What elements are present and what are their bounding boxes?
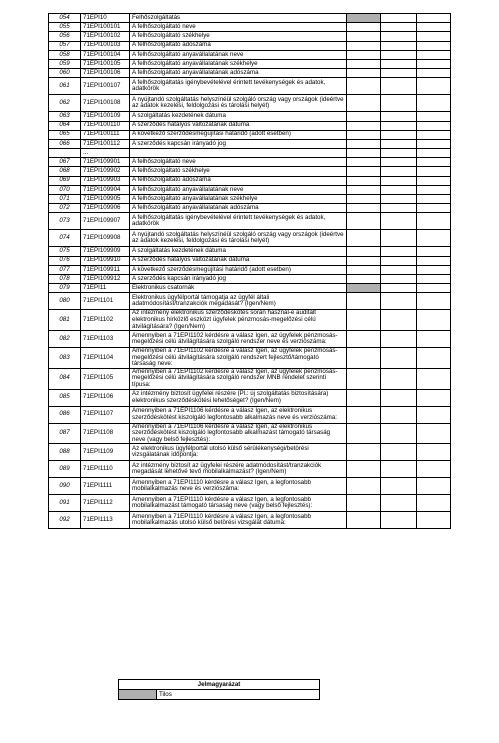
table-row [49,461,451,478]
row-number: 085 [49,389,81,406]
value-cell-2[interactable] [381,284,417,293]
value-cell-1[interactable] [347,50,381,59]
value-cell-3[interactable] [417,389,451,406]
row-code: 71EPI100102 [81,32,130,41]
row-number: 079 [49,284,81,293]
value-cell-1[interactable] [347,331,381,348]
row-description: A felhőszolgáltató anyavállalatának adószáma [130,204,347,213]
legend-row [119,690,320,700]
value-cell-2[interactable] [381,41,417,50]
value-cell-2[interactable] [381,348,417,369]
row-code: 71EPI100105 [81,59,130,68]
table-row [49,78,451,95]
value-cell-2[interactable] [381,512,417,529]
table-row [49,23,451,32]
value-cell-1[interactable] [347,256,381,265]
row-number: 078 [49,274,81,283]
value-cell-3[interactable] [417,59,451,68]
row-description: A felhőszolgáltatás igénybevételével érintett tevékenységek és adatok, adatkörök [130,213,347,230]
table-row [49,247,451,256]
row-description: A szerződés hatályos változatának dátuma [130,256,347,265]
row-code: 71EPI109907 [81,213,130,230]
value-cell-1[interactable] [347,23,381,32]
value-cell-2[interactable] [381,389,417,406]
row-description: Az elektronikus ügyfélportál utolsó külső sérülékenységi/betörési vizsgálatának időpontja: [130,444,347,461]
value-cell-1[interactable] [347,59,381,68]
value-cell-3[interactable] [417,112,451,121]
value-cell-1[interactable] [347,130,381,139]
row-code: 71EPI109903 [81,176,130,185]
table-row [49,423,451,444]
value-cell-3[interactable] [417,195,451,204]
row-number: 060 [49,69,81,78]
value-cell-1[interactable] [347,32,381,41]
value-cell-3[interactable] [417,50,451,59]
value-cell-2[interactable] [381,14,417,23]
row-number [49,149,81,158]
table-row [49,284,451,293]
table-row [49,274,451,283]
value-cell-1[interactable] [347,112,381,121]
row-description: Elektronikus ügyfélportál támogatja az ügyfél általi adatmódosítást/tranzakciók megadását? (Igen/Nem) [130,293,347,310]
row-code: 71EPI109902 [81,167,130,176]
row-number: 071 [49,195,81,204]
value-cell-1[interactable] [347,176,381,185]
value-cell-3[interactable] [417,406,451,423]
row-code: 71EPI109909 [81,247,130,256]
value-cell-1[interactable] [347,204,381,213]
table-row [49,176,451,185]
row-description: A felhőszolgáltató neve [130,23,347,32]
value-cell-1[interactable] [347,310,381,331]
row-description: A felhőszolgáltató neve [130,158,347,167]
legend-table [118,679,320,700]
table-row [49,149,451,158]
table-row [49,158,451,167]
value-cell-2[interactable] [381,121,417,130]
row-number: 057 [49,41,81,50]
value-cell-1[interactable] [347,247,381,256]
row-description: A nyújtandó szolgáltatás helyszínéül szolgáló ország vagy országok (ideértve az adatok kezelési, feldolgozási és tárolási helyét) [130,230,347,247]
value-cell-3[interactable] [417,247,451,256]
row-description: A szerződés kapcsán irányadó jog [130,139,347,148]
row-description: Amennyiben a 71EPI1102 kérdésre a válasz Igen, az ügyfelek pénzmosás-megelőzési célú átvilágítására szolgáló rendszert fejlesztő/támogató társaság neve: [130,348,347,369]
row-number: 089 [49,461,81,478]
value-cell-2[interactable] [381,461,417,478]
value-cell-3[interactable] [417,176,451,185]
row-description: A felhőszolgáltató anyavállalatának székhelye [130,59,347,68]
row-number: 077 [49,265,81,274]
value-cell-1[interactable] [347,139,381,148]
row-description: Amennyiben a 71EPI1110 kérdésre a válasz Igen, a legfontosabb mobilalkalmazás utolsó külső betörési vizsgálat dátuma: [130,512,347,529]
table-row [49,112,451,121]
value-cell-2[interactable] [381,265,417,274]
value-cell-2[interactable] [381,495,417,512]
row-number: 054 [49,14,81,23]
value-cell-1[interactable] [347,478,381,495]
value-cell-2[interactable] [381,230,417,247]
row-description: A felhőszolgáltató székhelye [130,32,347,41]
value-cell-3[interactable] [417,274,451,283]
table-row [49,230,451,247]
row-description: A felhőszolgáltató anyavállalatának adószáma [130,69,347,78]
table-row [49,50,451,59]
value-cell-2[interactable] [381,444,417,461]
table-row [49,69,451,78]
row-number: 064 [49,121,81,130]
value-cell-2[interactable] [381,195,417,204]
table-row [49,331,451,348]
table-row [49,204,451,213]
table-row [49,32,451,41]
value-cell-1[interactable] [347,95,381,112]
legend-title: Jelmagyarázat [119,680,320,690]
value-cell-2[interactable] [381,139,417,148]
row-number: 065 [49,130,81,139]
table-row [49,130,451,139]
value-cell-1[interactable] [347,423,381,444]
row-code: 71EPI11 [81,284,130,293]
row-number: 059 [49,59,81,68]
row-number: 074 [49,230,81,247]
value-cell-2[interactable] [381,185,417,194]
table-row [49,265,451,274]
row-description: Amennyiben a 71EPI1106 kérdésre a válasz Igen, az elektronikus szerződéskötést kiszolgáló legfontosabb alkalmazást támogató társaság neve (vagy belső fejlesztés): [130,423,347,444]
row-code: 71EPI100101 [81,23,130,32]
value-cell-2[interactable] [381,32,417,41]
value-cell-3[interactable] [417,461,451,478]
row-description: Elektronikus csatornák [130,284,347,293]
row-code: 71EPI109904 [81,185,130,194]
table-row [49,478,451,495]
value-cell-3[interactable] [417,444,451,461]
row-code: 71EPI100111 [81,130,130,139]
row-code: 71EPI109901 [81,158,130,167]
row-description: A következő szerződésmegújítási határidő (adott esetben) [130,265,347,274]
value-cell-1[interactable] [347,406,381,423]
value-cell-2[interactable] [381,50,417,59]
value-cell-2[interactable] [381,158,417,167]
value-cell-1[interactable] [347,389,381,406]
row-number: 076 [49,256,81,265]
row-description: A felhőszolgáltató anyavállalatának neve [130,50,347,59]
row-code: 71EPI1109 [81,444,130,461]
row-description: Az intézmény biztosít az ügyfelei részére adatmódosítást/tranzakciók megadását lehetővé tevő mobilalkalmazást? (Igen/Nem) [130,461,347,478]
value-cell-3[interactable] [417,495,451,512]
row-code: ... [81,149,130,158]
value-cell-2[interactable] [381,95,417,112]
value-cell-3[interactable] [417,121,451,130]
row-number: 081 [49,310,81,331]
value-cell-2[interactable] [381,213,417,230]
value-cell-2[interactable] [381,130,417,139]
value-cell-1[interactable] [347,167,381,176]
value-cell-1[interactable] [347,348,381,369]
row-description: A felhőszolgáltató anyavállalatának neve [130,185,347,194]
value-cell-3[interactable] [417,478,451,495]
table-row [49,406,451,423]
value-cell-1[interactable] [347,461,381,478]
table-row [49,121,451,130]
row-number: 055 [49,23,81,32]
value-cell-2[interactable] [381,368,417,389]
value-cell-3[interactable] [417,512,451,529]
row-code: 71EPI109905 [81,195,130,204]
row-code: 71EPI100110 [81,121,130,130]
row-number: 075 [49,247,81,256]
row-number: 069 [49,176,81,185]
row-description: A szerződés kapcsán irányadó jog [130,274,347,283]
row-number: 063 [49,112,81,121]
row-code: 71EPI1103 [81,331,130,348]
value-cell-1[interactable] [347,274,381,283]
row-code: 71EPI1106 [81,389,130,406]
row-code: 71EPI109906 [81,204,130,213]
table-row [49,256,451,265]
value-cell-3[interactable] [417,310,451,331]
row-description: Amennyiben a 71EPI1106 kérdésre a válasz Igen, az elektronikus szerződéskötést kiszolgáló legfontosabb alkalmazás neve és verziószáma: [130,406,347,423]
table-row [49,348,451,369]
row-number: 086 [49,406,81,423]
value-cell-3[interactable] [417,23,451,32]
value-cell-1[interactable] [347,158,381,167]
row-number: 068 [49,167,81,176]
value-cell-3[interactable] [417,284,451,293]
table-row [49,139,451,148]
value-cell-3[interactable] [417,149,451,158]
value-cell-3[interactable] [417,213,451,230]
row-description: Amennyiben a 71EPI1102 kérdésre a válasz Igen, az ügyfelek pénzmosás-megelőzési célú átvilágítására szolgáló rendszer MNB rendelet szerinti típusa: [130,368,347,389]
row-code: 71EPI109911 [81,265,130,274]
row-code: 71EPI1101 [81,293,130,310]
value-cell-2[interactable] [381,274,417,283]
value-cell-1[interactable] [347,213,381,230]
value-cell-3[interactable] [417,167,451,176]
row-code: 71EPI1111 [81,478,130,495]
value-cell-3[interactable] [417,204,451,213]
row-description: Az intézmény biztosít ügyfelei részére (Pl.: új szolgáltatás biztosítására) elektronikus szerződéskötési lehetőséget? (Igen/Nem) [130,389,347,406]
row-number: 062 [49,95,81,112]
value-cell-3[interactable] [417,348,451,369]
value-cell-1[interactable] [347,185,381,194]
value-cell-2[interactable] [381,406,417,423]
table-row [49,293,451,310]
row-code: 71EPI100106 [81,69,130,78]
value-cell-3[interactable] [417,41,451,50]
row-number: 084 [49,368,81,389]
value-cell-3[interactable] [417,185,451,194]
row-number: 066 [49,139,81,148]
row-description: A szolgáltatás kezdetének dátuma [130,247,347,256]
table-row [49,310,451,331]
value-cell-3[interactable] [417,32,451,41]
value-cell-3[interactable] [417,158,451,167]
table-row [49,213,451,230]
row-code: 71EPI1110 [81,461,130,478]
value-cell-3[interactable] [417,256,451,265]
value-cell-2[interactable] [381,112,417,121]
value-cell-2[interactable] [381,59,417,68]
value-cell-3[interactable] [417,293,451,310]
value-cell-1[interactable] [347,69,381,78]
value-cell-1[interactable] [347,512,381,529]
value-cell-1[interactable] [347,41,381,50]
value-cell-1[interactable] [347,444,381,461]
row-number: 083 [49,348,81,369]
value-cell-3[interactable] [417,423,451,444]
value-cell-1[interactable] [347,230,381,247]
value-cell-1[interactable] [347,293,381,310]
value-cell-1[interactable] [347,495,381,512]
value-cell-3[interactable] [417,130,451,139]
table-row [49,95,451,112]
row-code: 71EPI109908 [81,230,130,247]
value-cell-2[interactable] [381,167,417,176]
row-number: 082 [49,331,81,348]
value-cell-2[interactable] [381,23,417,32]
value-cell-1[interactable] [347,195,381,204]
row-number: 067 [49,158,81,167]
row-code: 71EPI100112 [81,139,130,148]
value-cell-1[interactable] [347,14,381,23]
row-description: Amennyiben a 71EPI1110 kérdésre a válasz Igen, a legfontosabb mobilalkalmazás neve és verziószáma: [130,478,347,495]
row-description: Amennyiben a 71EPI1102 kérdésre a válasz Igen, az ügyfelek pénzmosás-megelőzési célú átvilágítására szolgáló rendszer neve és verziószáma: [130,331,347,348]
data-table [48,13,451,529]
table-row [49,495,451,512]
row-code: 71EPI109912 [81,274,130,283]
row-description: A felhőszolgáltatás igénybevételével érintett tevékenységek és adatok, adatkörök [130,78,347,95]
row-number: 090 [49,478,81,495]
row-code: 71EPI100104 [81,50,130,59]
row-code: 71EPI1113 [81,512,130,529]
table-row [49,389,451,406]
value-cell-3[interactable] [417,14,451,23]
legend-swatch [119,690,157,700]
row-description: A következő szerződésmegújítási határidő (adott esetben) [130,130,347,139]
table-row [49,444,451,461]
row-number: 056 [49,32,81,41]
table-row [49,185,451,194]
value-cell-2[interactable] [381,78,417,95]
value-cell-3[interactable] [417,69,451,78]
table-row [49,41,451,50]
value-cell-3[interactable] [417,78,451,95]
table-row [49,167,451,176]
row-number: 058 [49,50,81,59]
value-cell-3[interactable] [417,139,451,148]
value-cell-3[interactable] [417,230,451,247]
value-cell-3[interactable] [417,331,451,348]
row-description: Az intézmény elektronikus szerződéskötés során használ-e auditált elektronikus hírközlő eszközt ügyfelek pénzmosás-megelőzési célú átvilágítására? (Igen/Nem) [130,310,347,331]
row-description: A szolgáltatás kezdetének dátuma [130,112,347,121]
row-number: 092 [49,512,81,529]
row-number: 088 [49,444,81,461]
row-code: 71EPI100109 [81,112,130,121]
row-code: 71EPI10 [81,14,130,23]
row-code: 71EPI1112 [81,495,130,512]
row-description: A felhőszolgáltató adószáma [130,41,347,50]
value-cell-2[interactable] [381,293,417,310]
row-code: 71EPI100108 [81,95,130,112]
row-code: 71EPI1104 [81,348,130,369]
value-cell-2[interactable] [381,423,417,444]
value-cell-2[interactable] [381,256,417,265]
row-code: 71EPI100103 [81,41,130,50]
row-code: 71EPI1102 [81,310,130,331]
table-row [49,512,451,529]
legend-label: Tilos [157,690,320,700]
value-cell-3[interactable] [417,95,451,112]
value-cell-1[interactable] [347,284,381,293]
value-cell-2[interactable] [381,331,417,348]
value-cell-2[interactable] [381,247,417,256]
table-row [49,368,451,389]
value-cell-2[interactable] [381,478,417,495]
value-cell-2[interactable] [381,149,417,158]
row-description: A nyújtandó szolgáltatás helyszínéül szolgáló ország vagy országok (ideértve az adatok kezelési, feldolgozási és tárolási helyét) [130,95,347,112]
row-code: 71EPI1107 [81,406,130,423]
value-cell-1[interactable] [347,121,381,130]
row-description: A felhőszolgáltató adószáma [130,176,347,185]
table-row [49,59,451,68]
row-description [130,149,347,158]
value-cell-2[interactable] [381,69,417,78]
row-number: 072 [49,204,81,213]
row-number: 091 [49,495,81,512]
row-code: 71EPI1108 [81,423,130,444]
table-row [49,195,451,204]
row-description: A felhőszolgáltató anyavállalatának székhelye [130,195,347,204]
value-cell-3[interactable] [417,368,451,389]
row-code: 71EPI109910 [81,256,130,265]
row-description: Amennyiben a 71EPI1110 kérdésre a válasz Igen, a legfontosabb mobilalkalmazást támogató társaság neve (vagy belső fejlesztés): [130,495,347,512]
row-number: 073 [49,213,81,230]
row-code: 71EPI1105 [81,368,130,389]
row-number: 070 [49,185,81,194]
value-cell-1[interactable] [347,78,381,95]
value-cell-1[interactable] [347,265,381,274]
row-number: 087 [49,423,81,444]
row-code: 71EPI100107 [81,78,130,95]
row-description: Felhőszolgáltatás [130,14,347,23]
row-description: A felhőszolgáltató székhelye [130,167,347,176]
value-cell-2[interactable] [381,204,417,213]
row-number: 061 [49,78,81,95]
value-cell-2[interactable] [381,176,417,185]
row-description: A szerződés hatályos változatának dátuma [130,121,347,130]
table-body [49,14,451,529]
row-number: 080 [49,293,81,310]
value-cell-1[interactable] [347,149,381,158]
value-cell-2[interactable] [381,310,417,331]
value-cell-1[interactable] [347,368,381,389]
table-row [49,14,451,23]
value-cell-3[interactable] [417,265,451,274]
